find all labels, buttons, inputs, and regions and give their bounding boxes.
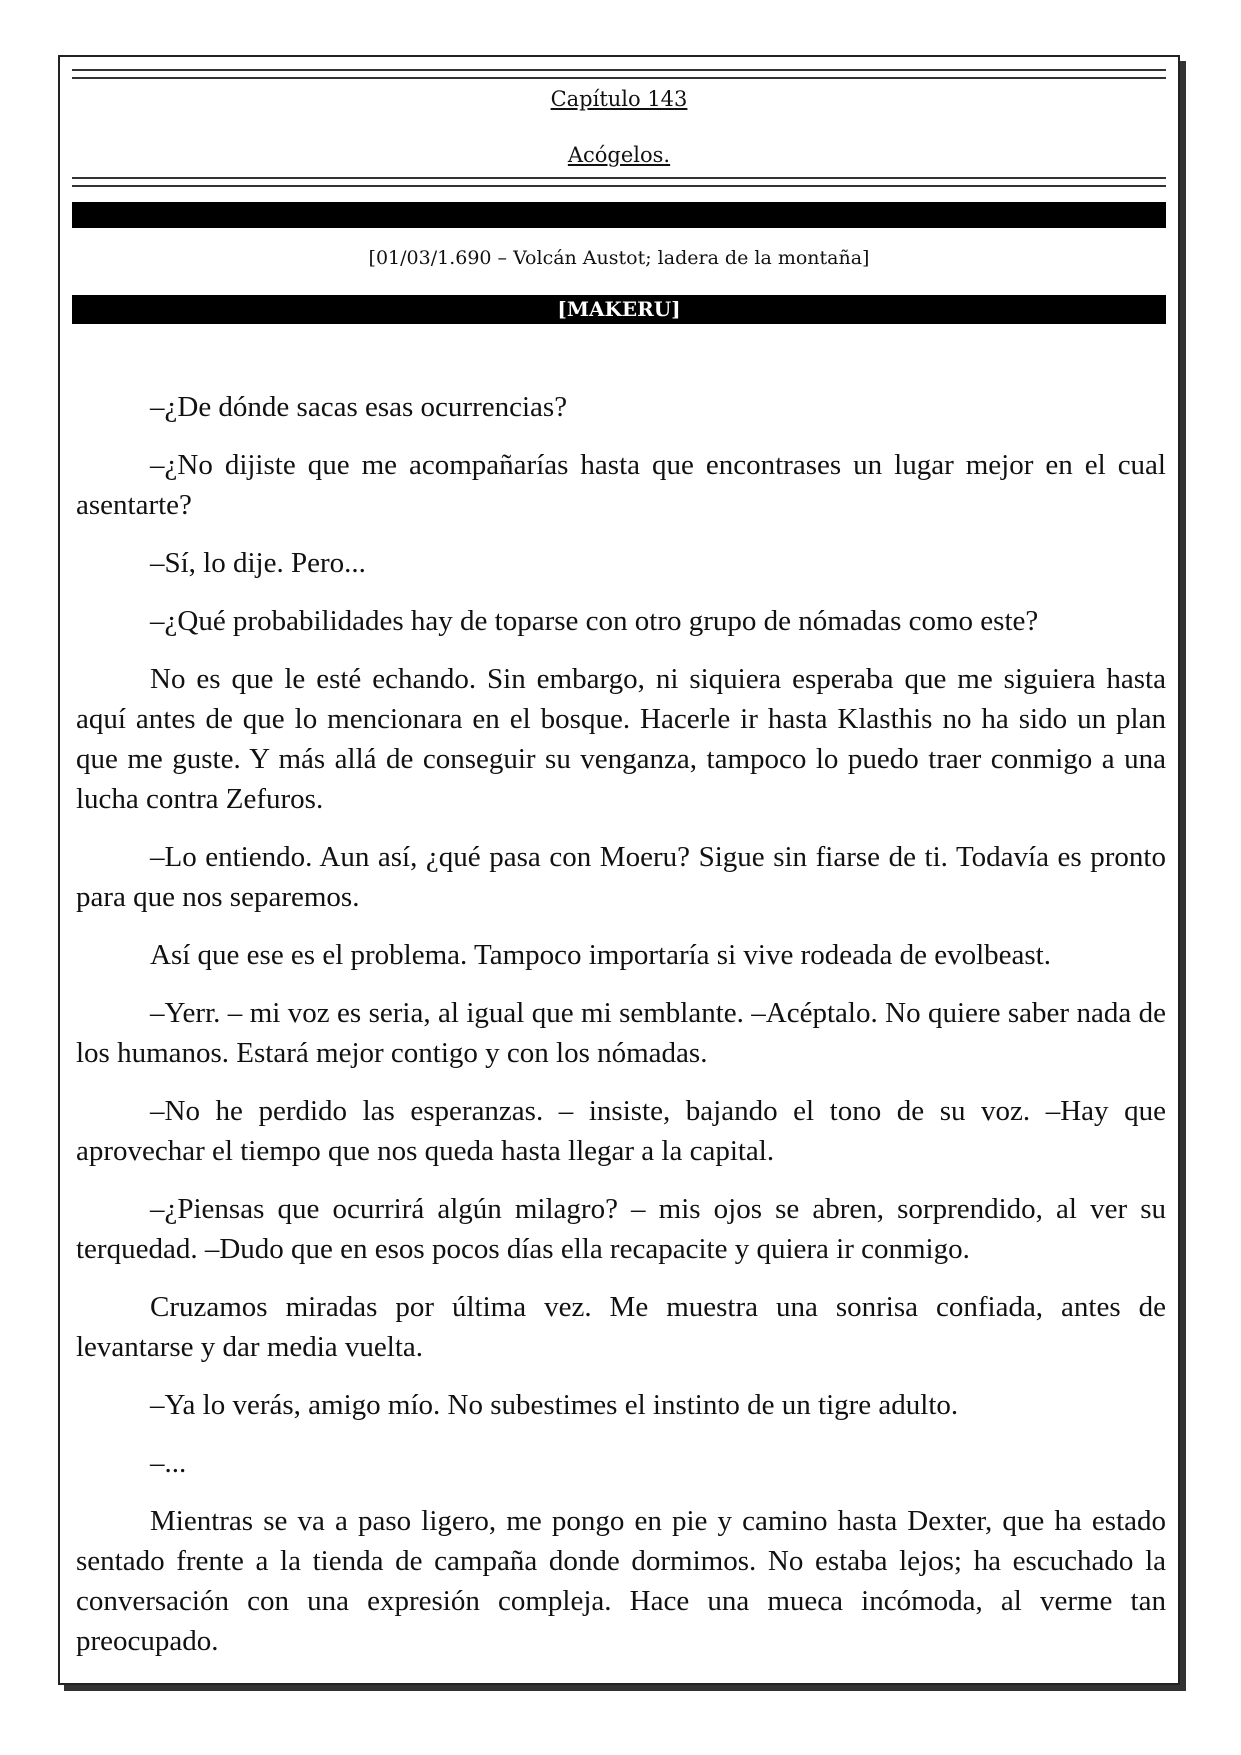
paragraph: –Lo entiendo. Aun así, ¿qué pasa con Moeru? Sigue sin fiarse de ti. Todavía es pronto para que nos separemos. xyxy=(76,841,1166,913)
paragraph: No es que le esté echando. Sin embargo, ni siquiera esperaba que me siguiera hasta aquí antes de que lo mencionara en el bosque. Hacerle ir hasta Klasthis no ha sido un plan que me guste. Y más allá de conseguir su venganza, tampoco lo puedo traer conmigo a una lucha contra Zefuros. xyxy=(76,663,1166,815)
paragraph: –Sí, lo dije. Pero... xyxy=(150,547,366,579)
chapter-subtitle: Acógelos. xyxy=(567,143,671,167)
paragraph: –Yerr. – mi voz es seria, al igual que mi semblante. –Acéptalo. No quiere saber nada de los humanos. Estará mejor contigo y con los nómadas. xyxy=(76,997,1166,1069)
paragraph: Mientras se va a paso ligero, me pongo en pie y camino hasta Dexter, que ha estado sentado frente a la tienda de campaña donde dormimos. No estaba lejos; ha escuchado la conversación con una expresión compleja. Hace una mueca incómoda, al verme tan preocupado. xyxy=(76,1505,1166,1657)
black-divider-bar xyxy=(72,202,1166,228)
top-double-rule xyxy=(72,69,1166,79)
paragraph: –¿Piensas que ocurrirá algún milagro? – mis ojos se abren, sorprendido, al ver su terquedad. –Dudo que en esos pocos días ella recapacite y quiera ir conmigo. xyxy=(76,1193,1166,1265)
paragraph: –No he perdido las esperanzas. – insiste, bajando el tono de su voz. –Hay que aprovechar el tiempo que nos queda hasta llegar a la capital. xyxy=(76,1095,1166,1167)
body-text xyxy=(76,387,1166,1679)
paragraph: Cruzamos miradas por última vez. Me muestra una sonrisa confiada, antes de levantarse y dar media vuelta. xyxy=(76,1291,1166,1363)
bottom-double-rule xyxy=(72,177,1166,187)
paragraph: –¿De dónde sacas esas ocurrencias? xyxy=(150,391,568,423)
chapter-title: Capítulo 143 xyxy=(550,87,688,111)
paragraph: –¿Qué probabilidades hay de toparse con otro grupo de nómadas como este? xyxy=(150,605,1039,637)
paragraph: –... xyxy=(150,1447,187,1479)
paragraph: –¿No dijiste que me acompañarías hasta que encontrases un lugar mejor en el cual asentarte? xyxy=(76,449,1166,521)
scene-date-location: [01/03/1.690 – Volcán Austot; ladera de la montaña] xyxy=(368,247,870,269)
pov-label-bar: [MAKERU] xyxy=(72,295,1166,324)
page-frame xyxy=(58,55,1180,1685)
paragraph: –Ya lo verás, amigo mío. No subestimes el instinto de un tigre adulto. xyxy=(150,1389,959,1421)
paragraph: Así que ese es el problema. Tampoco importaría si vive rodeada de evolbeast. xyxy=(150,939,1051,971)
